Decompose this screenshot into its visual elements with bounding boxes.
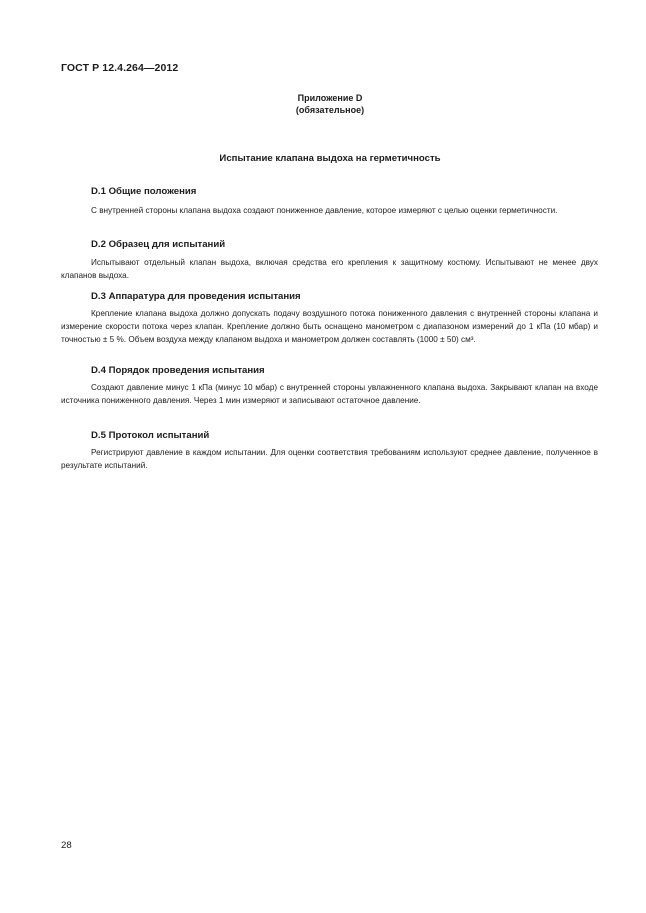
section-d4-text: Создают давление минус 1 кПа (минус 10 мбар) с внутренней стороны увлажненного клапана выдоха. Закрывают клапан на входе источника пониженного давления. Через 1 мин измеряют и записывают остаточное давление. [61,383,598,405]
annex-title: Приложение D [297,93,363,103]
standard-header: ГОСТ Р 12.4.264—2012 [61,62,179,74]
section-d3-heading: D.3 Аппаратура для проведения испытания [91,291,301,302]
annex-status: (обязательное) [295,105,365,115]
section-d5-text: Регистрируют давление в каждом испытании. Для оценки соответствия требованиям используют среднее давление, полученное в результате испытаний. [61,448,598,470]
section-d1-heading: D.1 Общие положения [91,186,197,197]
section-d2-heading: D.2 Образец для испытаний [91,239,226,250]
page-number: 28 [61,840,72,851]
section-d5-heading: D.5 Протокол испытаний [91,430,210,441]
main-title: Испытание клапана выдоха на герметичность [219,153,441,164]
section-d3-text: Крепление клапана выдоха должно допускать подачу воздушного потока пониженного давления с внутренней стороны клапана и измерение скорости потока через клапан. Крепление должно быть оснащено манометром с диапазоном измерений до 1 кПа (10 мбар) и точностью ± 5 %. Объем воздуха между клапаном выдоха и манометром должен составлять (1000 ± 50) см³. [61,309,598,344]
section-d1-text: С внутренней стороны клапана выдоха создают пониженное давление, которое измеряют с целью оценки герметичности. [91,206,558,215]
section-d4-heading: D.4 Порядок проведения испытания [91,365,265,376]
section-d2-text: Испытывают отдельный клапан выдоха, включая средства его крепления к защитному костюму. Испытывают не менее двух клапанов выдоха. [61,258,598,280]
